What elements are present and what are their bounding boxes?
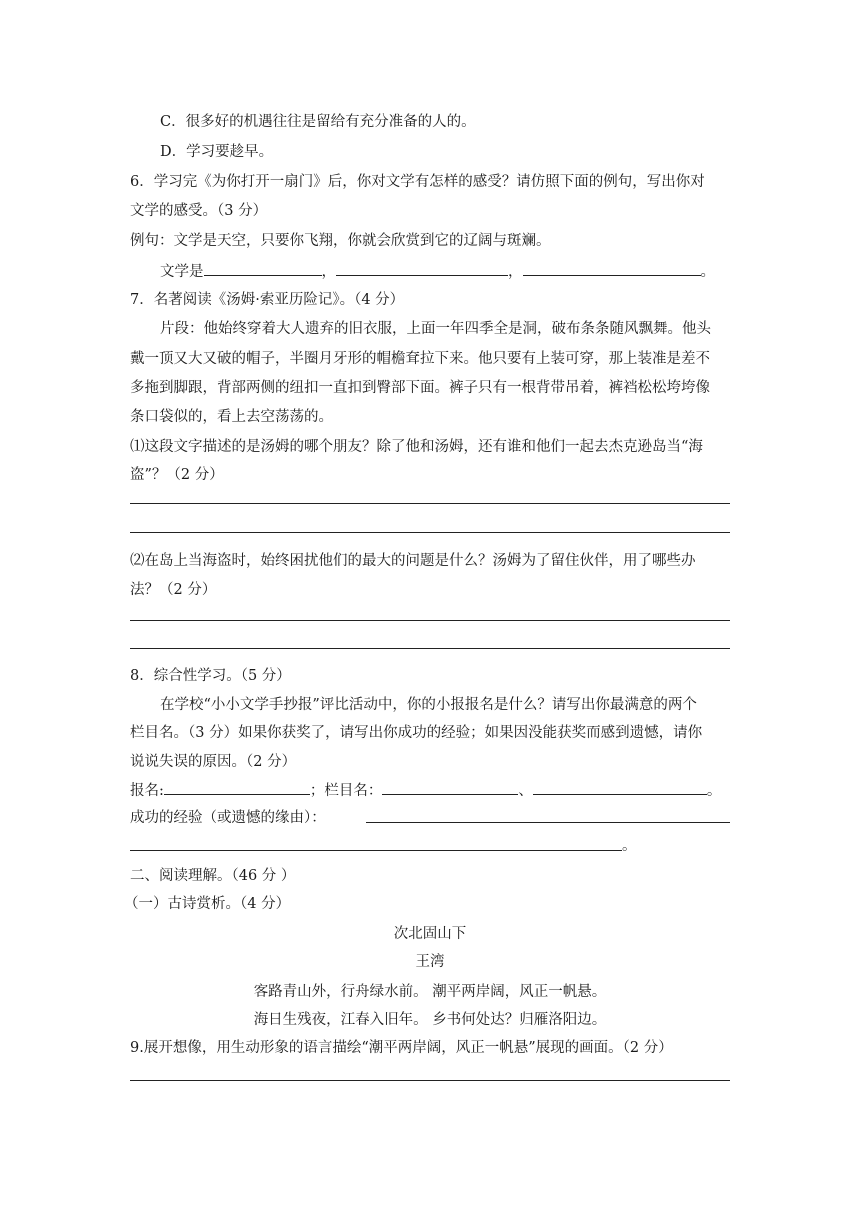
q8-experience-answer-line1[interactable] <box>366 822 730 823</box>
q8-stem: 8．综合性学习。（5 分） <box>130 668 291 684</box>
q8-experience-answer-line2[interactable] <box>130 850 622 851</box>
poem-author: 王湾 <box>415 954 445 970</box>
q6-fill-prefix: 文学是 <box>160 264 204 280</box>
q8-name-blank[interactable] <box>164 780 310 795</box>
q8-column-end: 。 <box>706 783 722 799</box>
q7-passage-line2: 戴一顶又大又破的帽子，半圈月牙形的帽檐耷拉下来。他只要有上装可穿，那上装准是差不 <box>130 351 710 367</box>
q6-stem-line1: 6．学习完《为你打开一扇门》后，你对文学有怎样的感受？请仿照下面的例句，写出你对 <box>130 174 705 190</box>
q8-name-label: 报名: <box>130 783 164 799</box>
poem-line2: 海日生残夜，江春入旧年。 乡书何处达？归雁洛阳边。 <box>253 1012 607 1028</box>
q8-column-blank-2[interactable] <box>533 780 707 795</box>
q7-sub1-line1: ⑴这段文字描述的是汤姆的哪个朋友？除了他和汤姆，还有谁和他们一起去杰克逊岛当“海 <box>130 439 703 455</box>
q7-passage-line1: 片段：他始终穿着大人遗弃的旧衣服，上面一年四季全是洞，破布条条随风飘舞。他头 <box>160 321 711 337</box>
q8-column-label: ；栏目名： <box>309 783 383 799</box>
q8-experience-label: 成功的经验（或遗憾的缘由）： <box>130 810 326 826</box>
q6-blank-2[interactable] <box>336 261 508 276</box>
q6-example: 例句：文学是天空，只要你飞翔，你就会欣赏到它的辽阔与斑斓。 <box>130 233 551 249</box>
q7-sub2-answer-line2[interactable] <box>130 648 730 649</box>
q8-line1: 在学校“小小文学手抄报”评比活动中，你的小报报名是什么？请写出你最满意的两个 <box>160 697 697 713</box>
q7-sub1-answer-line2[interactable] <box>130 532 730 533</box>
q8-experience-end: 。 <box>622 838 637 854</box>
q8-line3: 说说失误的原因。（2 分） <box>130 754 297 770</box>
q7-sub2-line2: 法？（2 分） <box>130 582 217 598</box>
q5-option-c: C．很多好的机遇往往是留给有充分准备的人的。 <box>160 114 476 130</box>
q8-line2: 栏目名。（3 分）如果你获奖了，请写出你成功的经验；如果因没能获奖而感到遗憾，请你 <box>130 725 703 741</box>
section2-title: 二、阅读理解。（46 分 ） <box>130 868 296 884</box>
q9-answer-line[interactable] <box>130 1080 730 1081</box>
q8-column-sep: 、 <box>518 783 533 799</box>
q5-option-d: D．学习要趁早。 <box>160 144 274 160</box>
q7-sub1-line2: 盗”？（2 分） <box>130 467 224 483</box>
q7-stem: 7．名著阅读《汤姆·索亚历险记》。（4 分） <box>130 292 405 308</box>
q6-fill-sep1: ， <box>321 264 336 280</box>
q6-fill-end: 。 <box>700 264 715 280</box>
q6-fill-line <box>160 261 715 282</box>
q6-stem-line2: 文学的感受。（3 分） <box>130 203 268 219</box>
q8-column-blank-1[interactable] <box>382 780 518 795</box>
q9-stem: 9.展开想像，用生动形象的语言描绘“潮平两岸阔，风正一帆悬”展现的画面。（2 分） <box>130 1040 673 1056</box>
q7-passage-line4: 条口袋似的，看上去空荡荡的。 <box>130 409 333 425</box>
poem-line1: 客路青山外，行舟绿水前。 潮平两岸阔，风正一帆悬。 <box>253 984 607 1000</box>
q6-blank-1[interactable] <box>204 261 322 276</box>
poem-title: 次北固山下 <box>393 926 467 942</box>
q6-blank-3[interactable] <box>523 261 701 276</box>
q7-sub1-answer-line1[interactable] <box>130 503 730 504</box>
q7-sub2-line1: ⑵在岛上当海盗时，始终困扰他们的最大的问题是什么？汤姆为了留住伙伴，用了哪些办 <box>130 553 696 569</box>
q6-fill-sep2: ， <box>508 264 523 280</box>
q8-name-row <box>130 780 721 801</box>
q7-sub2-answer-line1[interactable] <box>130 620 730 621</box>
section2-part1: （一）古诗赏析。（4 分） <box>124 896 291 912</box>
q7-passage-line3: 多拖到脚跟，背部两侧的纽扣一直扣到臀部下面。裤子只有一根背带吊着，裤裆松松垮垮像 <box>130 380 710 396</box>
